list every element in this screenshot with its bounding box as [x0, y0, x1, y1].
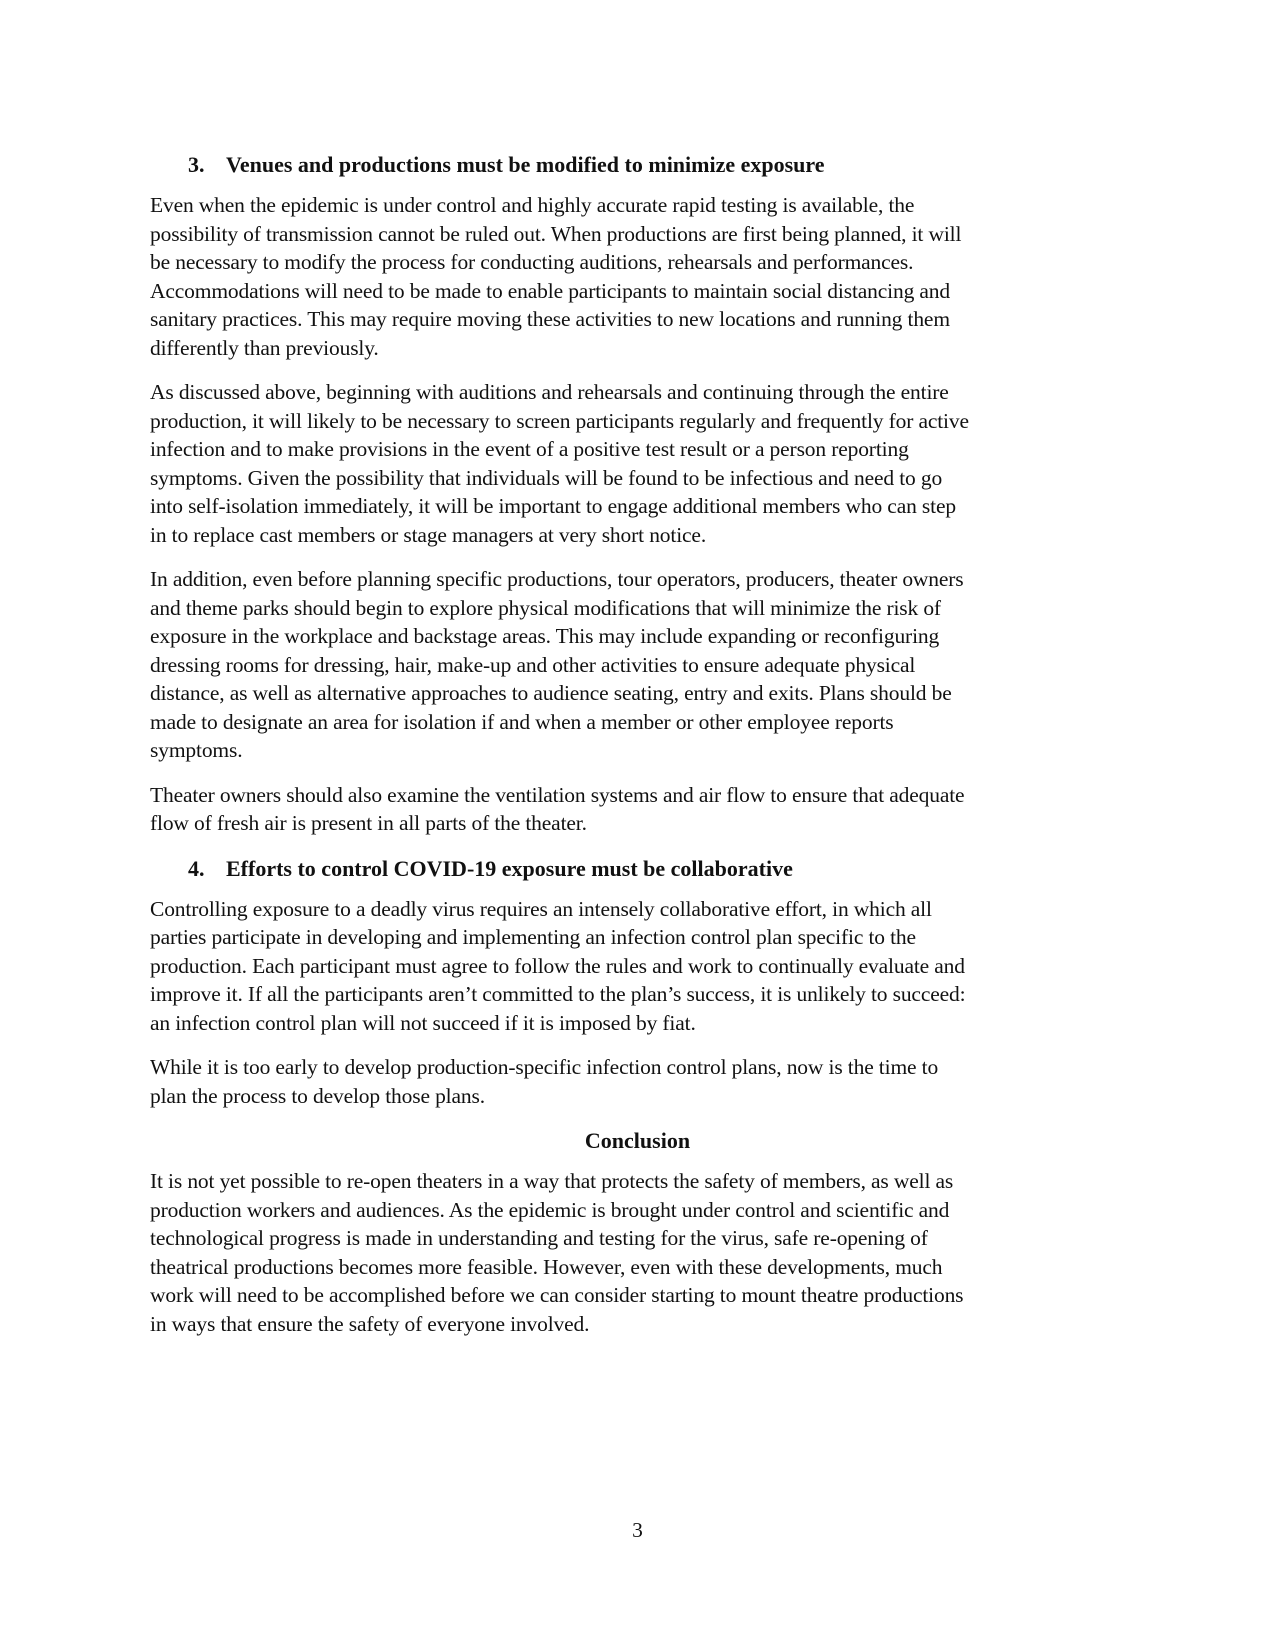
text-line: parties participate in developing and implementing an infection control plan specific to the [150, 925, 916, 949]
text-line: sanitary practices. This may require moving these activities to new locations and running them [150, 307, 950, 331]
text-line: in ways that ensure the safety of everyone involved. [150, 1311, 590, 1336]
text-line: In addition, even before planning specific productions, tour operators, producers, theater owners [150, 567, 964, 591]
paragraph [150, 565, 1125, 765]
text-line: Accommodations will need to be made to enable participants to maintain social distancing and [150, 278, 950, 303]
text-line: distance, as well as alternative approaches to audience seating, entry and exits. Plans should be [150, 681, 952, 705]
text-line: be necessary to modify the process for conducting auditions, rehearsals and performances. [150, 250, 914, 274]
text-line: technological progress is made in understanding and testing for the virus, safe re-opening of [150, 1226, 928, 1250]
page-content [150, 150, 1125, 1354]
text-line: an infection control plan will not succeed if it is imposed by fiat. [150, 1010, 696, 1035]
text-line: infection and to make provisions in the event of a positive test result or a person reporting [150, 437, 909, 461]
text-line: and theme parks should begin to explore physical modifications that will minimize the risk of [150, 595, 941, 620]
text-line: While it is too early to develop production-specific infection control plans, now is the time to [150, 1055, 939, 1079]
section-heading-4 [188, 854, 1125, 883]
section-number: 3. [188, 152, 205, 177]
section-title: Venues and productions must be modified to minimize exposure [226, 152, 825, 177]
text-line: made to designate an area for isolation if and when a member or other employee reports [150, 709, 894, 734]
section-heading-3 [188, 150, 1125, 179]
text-line: in to replace cast members or stage managers at very short notice. [150, 522, 707, 547]
text-line: As discussed above, beginning with auditions and rehearsals and continuing through the entire [150, 380, 949, 404]
text-line: symptoms. [150, 738, 243, 762]
paragraph [150, 781, 1125, 838]
text-line: work will need to be accomplished before we can consider starting to mount theatre productions [150, 1283, 964, 1307]
text-line: possibility of transmission cannot be ruled out. When productions are first being planned, it will [150, 221, 962, 246]
conclusion-paragraph [150, 1167, 1125, 1338]
text-line: Theater owners should also examine the ventilation systems and air flow to ensure that adequate [150, 782, 965, 807]
text-line: production, it will likely to be necessary to screen participants regularly and frequently for active [150, 408, 969, 433]
text-line: It is not yet possible to re-open theaters in a way that protects the safety of members, as well as [150, 1169, 954, 1193]
text-line: symptoms. Given the possibility that individuals will be found to be infectious and need to go [150, 465, 943, 490]
section-number: 4. [188, 855, 205, 881]
paragraph [150, 895, 1125, 1038]
text-line: flow of fresh air is present in all parts of the theater. [150, 811, 587, 835]
page-number: 3 [632, 1518, 643, 1542]
conclusion-heading: Conclusion [584, 1128, 691, 1153]
text-line: Even when the epidemic is under control and highly accurate rapid testing is available, the [150, 193, 915, 217]
section-title: Efforts to control COVID-19 exposure must be collaborative [226, 855, 793, 881]
text-line: theatrical productions becomes more feasible. However, even with these developments, much [150, 1254, 943, 1279]
text-line: production workers and audiences. As the epidemic is brought under control and scientific and [150, 1197, 950, 1222]
text-line: production. Each participant must agree to follow the rules and work to continually evaluate and [150, 953, 965, 978]
text-line: exposure in the workplace and backstage areas. This may include expanding or reconfiguring [150, 624, 940, 648]
paragraph [150, 191, 1125, 362]
text-line: dressing rooms for dressing, hair, make-up and other activities to ensure adequate physical [150, 652, 916, 677]
text-line: plan the process to develop those plans. [150, 1083, 485, 1108]
paragraph [150, 378, 1125, 549]
text-line: into self-isolation immediately, it will be important to engage additional members who can step [150, 494, 956, 518]
paragraph [150, 1053, 1125, 1110]
text-line: Controlling exposure to a deadly virus requires an intensely collaborative effort, in which all [150, 896, 932, 921]
text-line: improve it. If all the participants aren’t committed to the plan’s success, it is unlikely to succeed: [150, 982, 966, 1006]
text-line: differently than previously. [150, 335, 379, 360]
